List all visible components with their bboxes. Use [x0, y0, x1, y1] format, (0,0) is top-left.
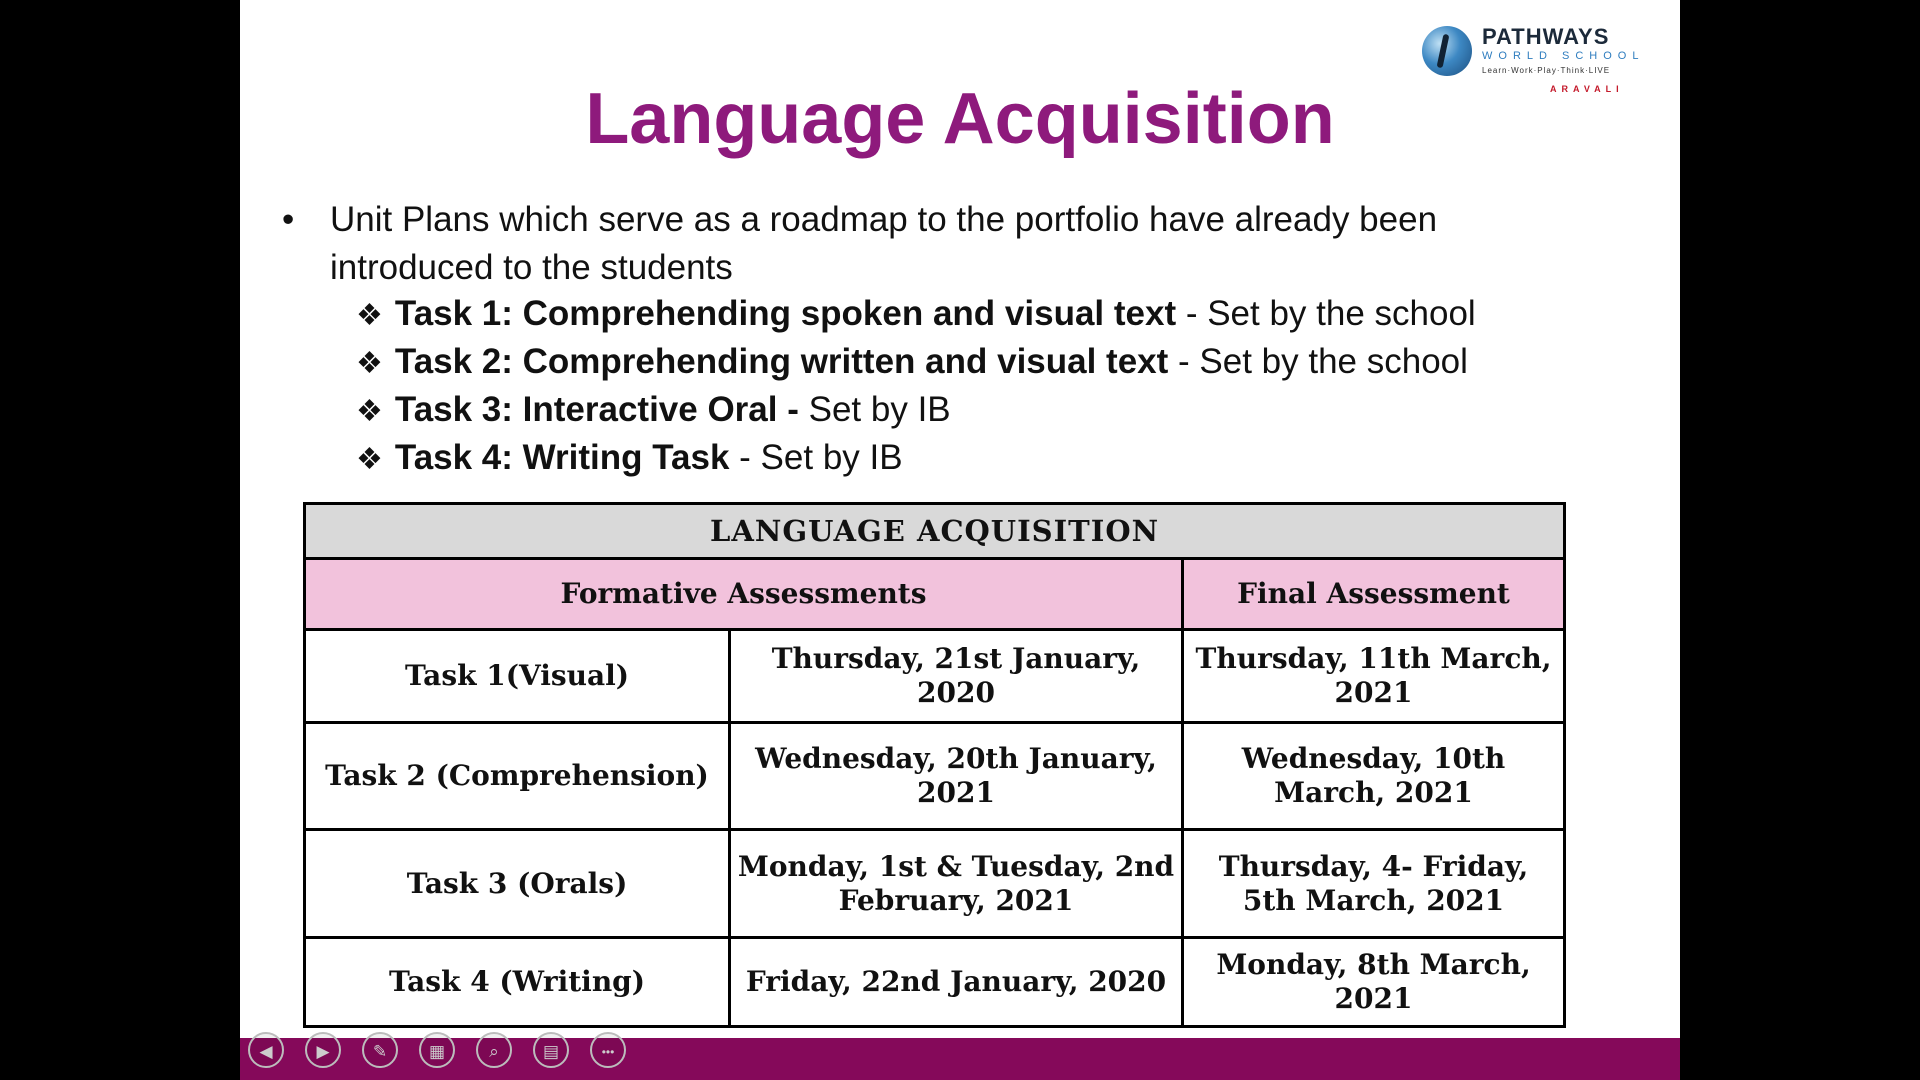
table-row [305, 938, 1565, 1027]
task-title: Task 4: Writing Task [394, 438, 730, 477]
task-title: Task 2: Comprehending written and visual text [394, 342, 1169, 381]
bullet-text: Unit Plans which serve as a roadmap to the portfolio have already been introduced to the students [330, 200, 1438, 287]
see-all-slides-button[interactable] [419, 1032, 455, 1068]
logo-subtitle: WORLD SCHOOL [1482, 50, 1645, 62]
task-title: Task 3: Interactive Oral - [394, 390, 799, 429]
table-row [305, 830, 1565, 938]
task-cell: Task 4 (Writing) [305, 938, 730, 1027]
slide-title: Language Acquisition [585, 79, 1335, 159]
task-item [356, 390, 1656, 430]
task-setter: Set by IB [798, 390, 951, 429]
final-date-cell: Wednesday, 10th March, 2021 [1183, 723, 1565, 830]
previous-slide-button[interactable] [248, 1032, 284, 1068]
task-cell: Task 1(Visual) [305, 630, 730, 723]
pen-tool-button[interactable] [362, 1032, 398, 1068]
task-cell: Task 3 (Orals) [305, 830, 730, 938]
next-slide-icon: ▶ [316, 1042, 330, 1061]
table-heading: LANGUAGE ACQUISITION [305, 504, 1565, 559]
bullet-point [282, 196, 1602, 292]
formative-date-cell: Thursday, 21st January, 2020 [730, 630, 1183, 723]
task-item [356, 342, 1656, 382]
previous-slide-icon: ◀ [259, 1042, 273, 1061]
final-date-cell: Thursday, 11th March, 2021 [1183, 630, 1565, 723]
final-date-cell: Thursday, 4- Friday, 5th March, 2021 [1183, 830, 1565, 938]
bottom-bar [240, 1038, 1680, 1080]
bullet-icon: • [282, 200, 295, 239]
zoom-icon: ⌕ [489, 1042, 499, 1061]
more-options-icon: ••• [601, 1045, 615, 1059]
task-setter: - Set by IB [729, 438, 903, 477]
logo-tagline: Learn·Work·Play·Think·LIVE [1482, 66, 1611, 75]
zoom-button[interactable] [476, 1032, 512, 1068]
task-cell: Task 2 (Comprehension) [305, 723, 730, 830]
subtitles-icon: ▤ [542, 1042, 560, 1061]
table-row [305, 723, 1565, 830]
table-row [305, 630, 1565, 723]
four-diamond-bullet-icon: ❖ [356, 347, 383, 380]
more-options-button[interactable] [590, 1032, 626, 1068]
task-item [356, 294, 1656, 334]
four-diamond-bullet-icon: ❖ [356, 395, 383, 428]
globe-logo-icon [1422, 26, 1472, 76]
formative-header: Formative Assessments [305, 559, 1183, 630]
four-diamond-bullet-icon: ❖ [356, 299, 383, 332]
subtitles-button[interactable] [533, 1032, 569, 1068]
pen-icon: ✎ [372, 1042, 388, 1061]
task-title: Task 1: Comprehending spoken and visual text [394, 294, 1177, 333]
final-date-cell: Monday, 8th March, 2021 [1183, 938, 1565, 1027]
logo-place: ARAVALI [1550, 84, 1624, 94]
four-diamond-bullet-icon: ❖ [356, 443, 383, 476]
assessment-table [303, 502, 1566, 1028]
slide-grid-icon: ▦ [428, 1042, 446, 1061]
formative-date-cell: Wednesday, 20th January, 2021 [730, 723, 1183, 830]
task-setter: - Set by the school [1168, 342, 1468, 381]
final-header: Final Assessment [1183, 559, 1565, 630]
task-setter: - Set by the school [1176, 294, 1476, 333]
task-item [356, 438, 1656, 478]
formative-date-cell: Monday, 1st & Tuesday, 2nd February, 2021 [730, 830, 1183, 938]
slide [240, 0, 1680, 1080]
next-slide-button[interactable] [305, 1032, 341, 1068]
logo-name: PATHWAYS [1482, 24, 1610, 49]
formative-date-cell: Friday, 22nd January, 2020 [730, 938, 1183, 1027]
